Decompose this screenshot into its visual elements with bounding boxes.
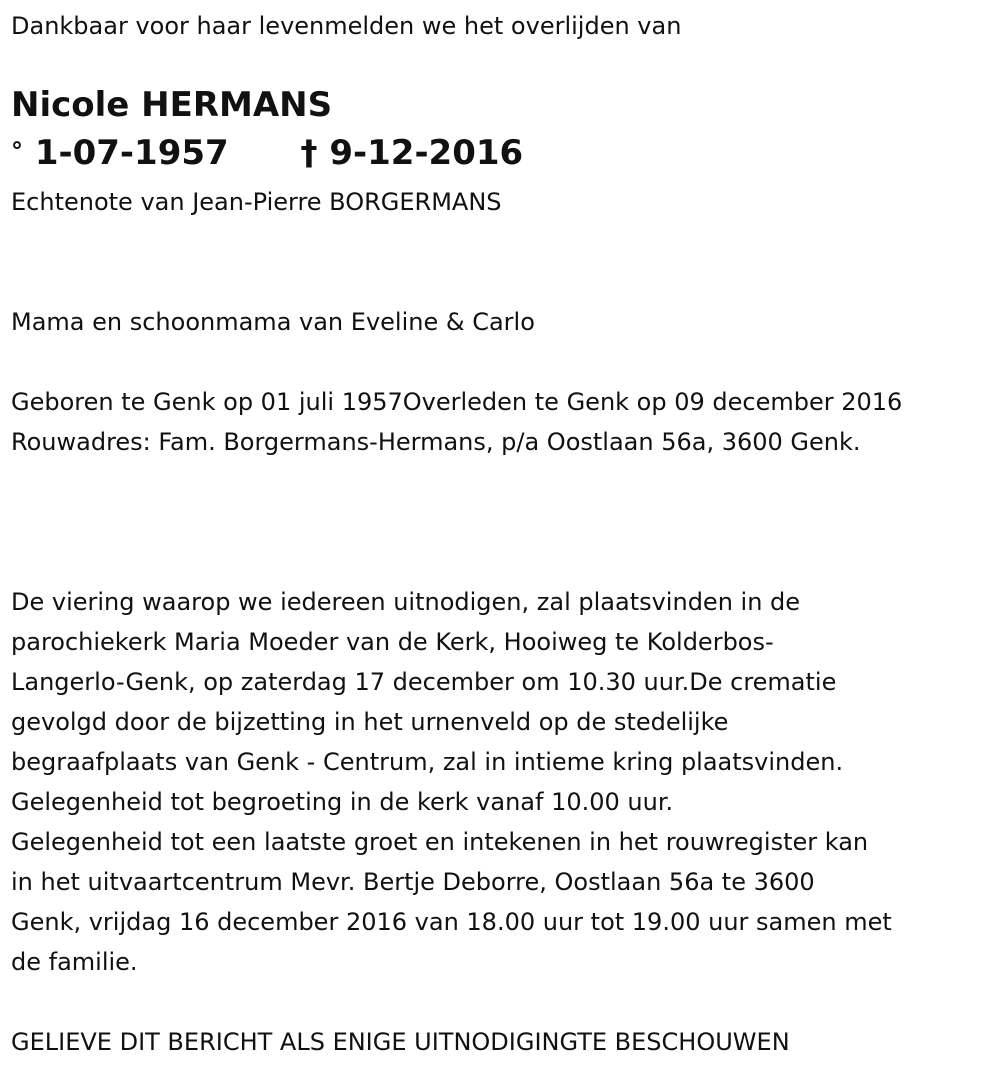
life-dates <box>11 132 523 174</box>
birth-date: 1-07-1957 <box>34 133 229 173</box>
deceased-name: Nicole HERMANS <box>11 85 333 125</box>
cross-icon: † <box>300 133 318 173</box>
ceremony-line: Gelegenheid tot begroeting in de kerk vanaf 10.00 uur. <box>11 788 674 816</box>
birth-symbol: ° <box>11 137 23 165</box>
ceremony-line: begraafplaats van Genk - Centrum, zal in intieme kring plaatsvinden. <box>11 748 844 776</box>
ceremony-line: De viering waarop we iedereen uitnodigen, zal plaatsvinden in de <box>11 588 801 616</box>
ceremony-line: Langerlo-Genk, op zaterdag 17 december om 10.30 uur.De crematie <box>11 668 837 696</box>
ceremony-line: Gelegenheid tot een laatste groet en intekenen in het rouwregister kan <box>11 828 869 856</box>
born-died-text: Geboren te Genk op 01 juli 1957Overleden te Genk op 09 december 2016 <box>11 388 903 416</box>
spouse-text: Echtenote van Jean-Pierre BORGERMANS <box>11 188 502 216</box>
ceremony-line: in het uitvaartcentrum Mevr. Bertje Deborre, Oostlaan 56a te 3600 <box>11 868 815 896</box>
ceremony-line: gevolgd door de bijzetting in het urnenveld op de stedelijke <box>11 708 729 736</box>
mourning-address: Rouwadres: Fam. Borgermans-Hermans, p/a Oostlaan 56a, 3600 Genk. <box>11 428 861 456</box>
ceremony-line: Genk, vrijdag 16 december 2016 van 18.00 uur tot 19.00 uur samen met <box>11 908 892 936</box>
death-date: 9-12-2016 <box>329 133 524 173</box>
children-text: Mama en schoonmama van Eveline & Carlo <box>11 308 535 336</box>
closing-text: GELIEVE DIT BERICHT ALS ENIGE UITNODIGINGTE BESCHOUWEN <box>11 1028 790 1056</box>
ceremony-line: parochiekerk Maria Moeder van de Kerk, Hooiweg te Kolderbos- <box>11 628 774 656</box>
death-date-group <box>301 133 524 173</box>
ceremony-line: de familie. <box>11 948 138 976</box>
ceremony-paragraph <box>11 582 991 982</box>
intro-text: Dankbaar voor haar levenmelden we het overlijden van <box>11 12 682 40</box>
